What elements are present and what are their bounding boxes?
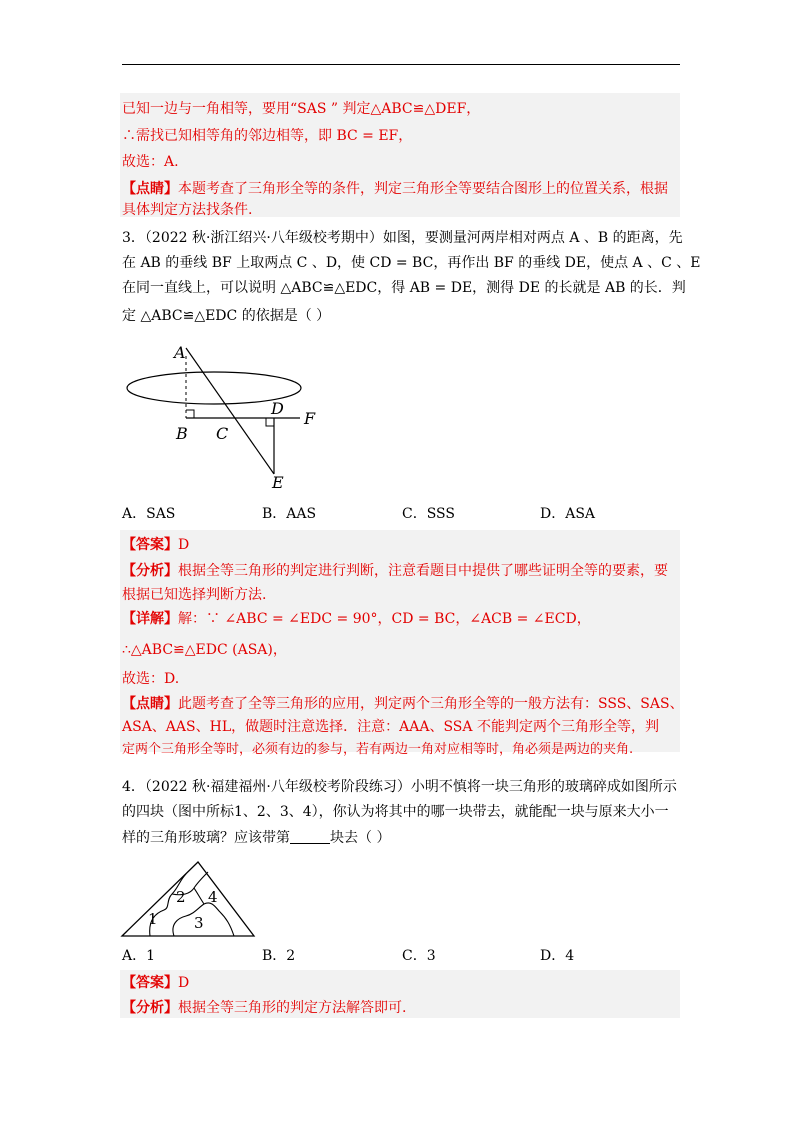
q2-text-line3: 故选：A. xyxy=(122,154,179,170)
q3-comment-line3: 定两个三角形全等时，必须有边的参与，若有两边一角对应相等时，角必须是两边的夹角. xyxy=(122,742,634,757)
q3-option-b[interactable]: B．AAS xyxy=(262,506,317,522)
analysis-tag: 【分析】 xyxy=(122,1000,178,1016)
q3-stem-line2: 在 AB 的垂线 BF 上取两点 C 、D，使 CD = BC，再作出 BF 的垂线 DE，使点 A 、C 、E xyxy=(122,255,701,271)
q3-option-c[interactable]: C．SSS xyxy=(402,506,455,522)
detail-tag: 【详解】 xyxy=(122,611,178,627)
analysis-tag: 【分析】 xyxy=(122,563,178,579)
q3-option-d[interactable]: D．ASA xyxy=(540,506,596,522)
q4-stem-line3 xyxy=(122,828,390,848)
segment-AE xyxy=(186,348,274,474)
piece-label-2: 2 xyxy=(176,888,186,906)
glass-triangle xyxy=(122,862,254,936)
q3-analysis-line1 xyxy=(122,561,668,581)
answer-value: D xyxy=(178,537,190,553)
answer-value: D xyxy=(178,975,190,991)
piece-label-3: 3 xyxy=(194,914,204,932)
label-E: E xyxy=(272,473,284,492)
q3-option-a[interactable]: A．SAS xyxy=(122,506,176,522)
answer-tag: 【答案】 xyxy=(122,975,178,991)
q4-option-a[interactable]: A．1 xyxy=(122,948,156,964)
analysis-text: 根据全等三角形的判定进行判断，注意看题目中提供了哪些证明全等的要素，要 xyxy=(178,563,668,579)
q2-text-line1: 已知一边与一角相等，要用“SAS ” 判定△ABC≌△DEF， xyxy=(122,101,481,117)
q3-comment-line1 xyxy=(122,694,684,714)
piece-label-1: 1 xyxy=(148,910,158,928)
label-A: A xyxy=(174,343,186,362)
comment-tag: 【点睛】 xyxy=(122,181,178,197)
q4-option-b[interactable]: B．2 xyxy=(262,948,296,964)
q4-stem-post: 块去（ ） xyxy=(330,830,391,846)
q3-stem-line1: 3．（2022 秋·浙江绍兴·八年级校考期中）如图，要测量河两岸相对两点 A 、B 的距离，先 xyxy=(122,230,683,246)
right-angle-B xyxy=(186,410,194,418)
comment-text: 本题考查了三角形全等的条件，判定三角形全等要结合图形上的位置关系，根据 xyxy=(178,181,668,197)
label-F: F xyxy=(304,409,316,428)
q3-detail-line3: 故选：D. xyxy=(122,671,180,687)
piece-label-4: 4 xyxy=(208,888,218,906)
q4-stem-pre: 样的三角形玻璃？应该带第 xyxy=(122,830,290,846)
detail-text: 解：∵ ∠ABC = ∠EDC = 90°，CD = BC，∠ACB = ∠ECD， xyxy=(178,611,591,627)
q4-stem-line1: 4．（2022 秋·福建福州·八年级校考阶段练习）小明不慎将一块三角形的玻璃碎成如图所示 xyxy=(122,779,677,795)
q3-comment-line2: ASA、AAS、HL，做题时注意选择．注意：AAA、SSA 不能判定两个三角形全等，判 xyxy=(122,719,659,735)
q2-comment-line1 xyxy=(122,179,668,199)
answer-blank[interactable] xyxy=(290,829,330,844)
comment-tag: 【点睛】 xyxy=(122,696,178,712)
label-B: B xyxy=(176,424,188,443)
q4-option-c[interactable]: C．3 xyxy=(402,948,436,964)
glass-figure xyxy=(120,858,260,938)
label-D: D xyxy=(271,399,284,418)
header-rule xyxy=(122,64,680,65)
q3-analysis-line2: 根据已知选择判断方法. xyxy=(122,587,267,603)
crack-4 xyxy=(194,888,204,904)
analysis-text: 根据全等三角形的判定方法解答即可. xyxy=(178,1000,407,1016)
q4-analysis-line1 xyxy=(122,998,406,1018)
q3-answer xyxy=(122,535,189,555)
q4-answer xyxy=(122,973,189,993)
q4-option-d[interactable]: D．4 xyxy=(540,948,575,964)
q2-text-line2: ∴需找已知相等角的邻边相等，即 BC = EF， xyxy=(122,128,413,144)
q3-stem-line4: 定 △ABC≌△EDC 的依据是（ ） xyxy=(122,308,331,324)
label-C: C xyxy=(216,424,229,443)
river-figure xyxy=(120,338,360,498)
q3-detail-line2: ∴△ABC≌△EDC (ASA)， xyxy=(122,642,287,658)
comment-text: 此题考查了全等三角形的应用，判定两个三角形全等的一般方法有：SSS、SAS、 xyxy=(178,696,684,712)
q2-comment-line2: 具体判定方法找条件. xyxy=(122,202,253,218)
q4-stem-line2: 的四块（图中所标1、2、3、4），你认为将其中的哪一块带去，就能配一块与原来大小一 xyxy=(122,804,669,820)
right-angle-D xyxy=(266,418,274,426)
answer-tag: 【答案】 xyxy=(122,537,178,553)
q3-stem-line3: 在同一直线上，可以说明 △ABC≌△EDC，得 AB = DE，测得 DE 的长就是 AB 的长．判 xyxy=(122,280,686,296)
q3-detail-line1 xyxy=(122,609,591,629)
